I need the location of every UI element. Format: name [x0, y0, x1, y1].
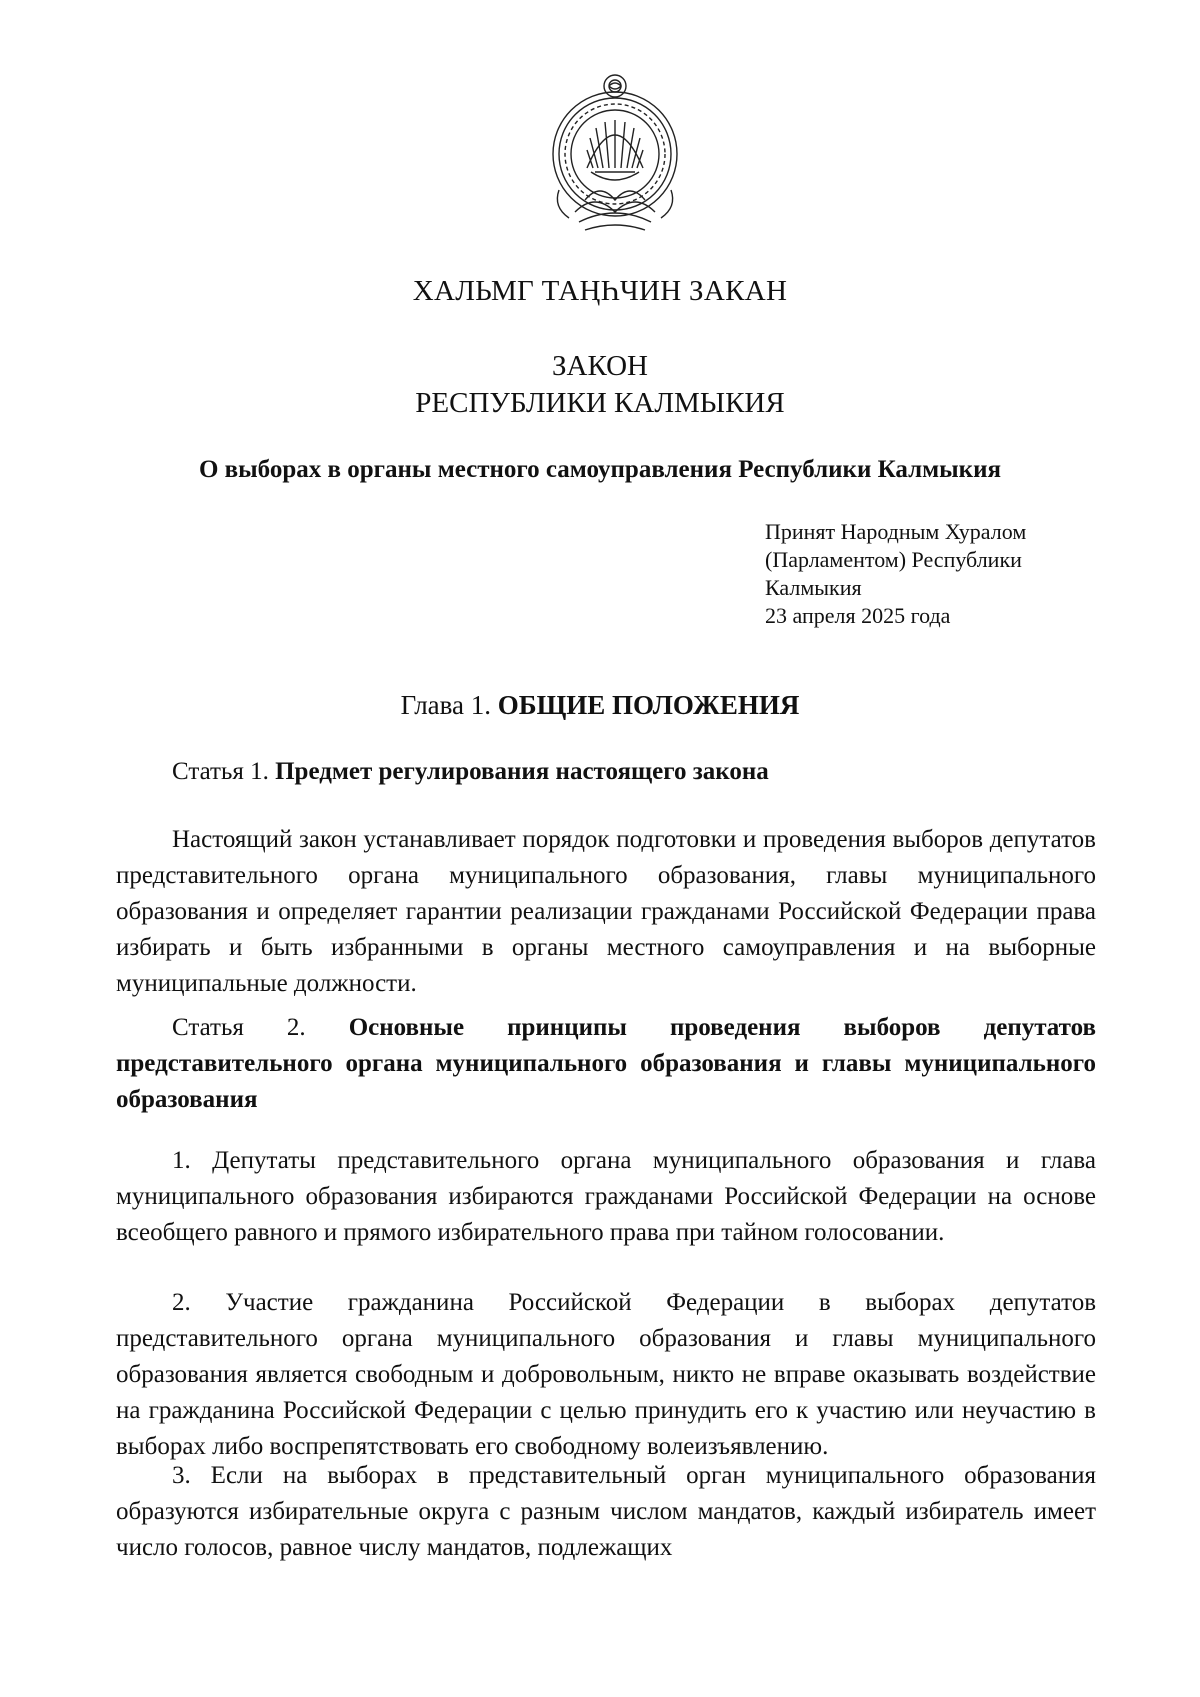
article-2-prefix: Статья 2.	[172, 1014, 306, 1041]
republic-label: РЕСПУБЛИКИ КАЛМЫКИЯ	[415, 387, 785, 419]
chapter-prefix: Глава 1.	[400, 690, 492, 720]
adoption-line-2: (Парламентом) Республики	[765, 547, 1022, 572]
article-2-title: Основные принципы проведения выборов депутатов представительного органа муниципального образования и главы муниципального образования	[116, 1014, 1096, 1113]
article-1-prefix: Статья 1.	[172, 758, 269, 785]
kalmyk-title: ХАЛЬМГ ТАҢҺЧИН ЗАКАН	[412, 275, 788, 307]
article-2-item-2: 2. Участие гражданина Российской Федерации в выборах депутатов представительного органа муниципального образования и главы муниципального образования является свободным и добровольным, никто не вправе оказывать воздействие на гражданина Российской Федерации с целью принудить его к участию или неучастию в выборах либо воспрепятствовать его свободному волеизъявлению.	[116, 1289, 1096, 1460]
article-1-title: Предмет регулирования настоящего закона	[275, 758, 769, 785]
article-2-item-3: 3. Если на выборах в представительный орган муниципального образования образуются избирательные округа с разным числом мандатов, каждый избиратель имеет число голосов, равное числу мандатов, подлежащих	[116, 1462, 1096, 1561]
law-title: О выборах в органы местного самоуправления Республики Калмыкия	[198, 456, 1002, 483]
adoption-line-1: Принят Народным Хуралом	[765, 519, 1027, 544]
article-1-text: Настоящий закон устанавливает порядок подготовки и проведения выборов депутатов представительного органа муниципального образования, главы муниципального образования и определяет гарантии реализации гражданами Российской Федерации права избирать и быть избранными в органы местного самоуправления и на выборные муниципальные должности.	[116, 826, 1096, 997]
adoption-line-3: Калмыкия	[765, 575, 862, 600]
chapter-heading	[0, 690, 1200, 721]
coat-of-arms-emblem	[545, 72, 685, 242]
article-1-heading	[172, 758, 769, 786]
article-2-item-1: 1. Депутаты представительного органа муниципального образования и глава муниципального образования избираются гражданами Российской Федерации на основе всеобщего равного и прямого избирательного права при тайном голосовании.	[116, 1147, 1096, 1246]
adoption-date: 23 апреля 2025 года	[765, 603, 951, 628]
law-label: ЗАКОН	[552, 350, 648, 382]
adoption-block	[765, 518, 1026, 630]
chapter-title: ОБЩИЕ ПОЛОЖЕНИЯ	[497, 690, 800, 720]
article-2-heading	[116, 1010, 1096, 1118]
